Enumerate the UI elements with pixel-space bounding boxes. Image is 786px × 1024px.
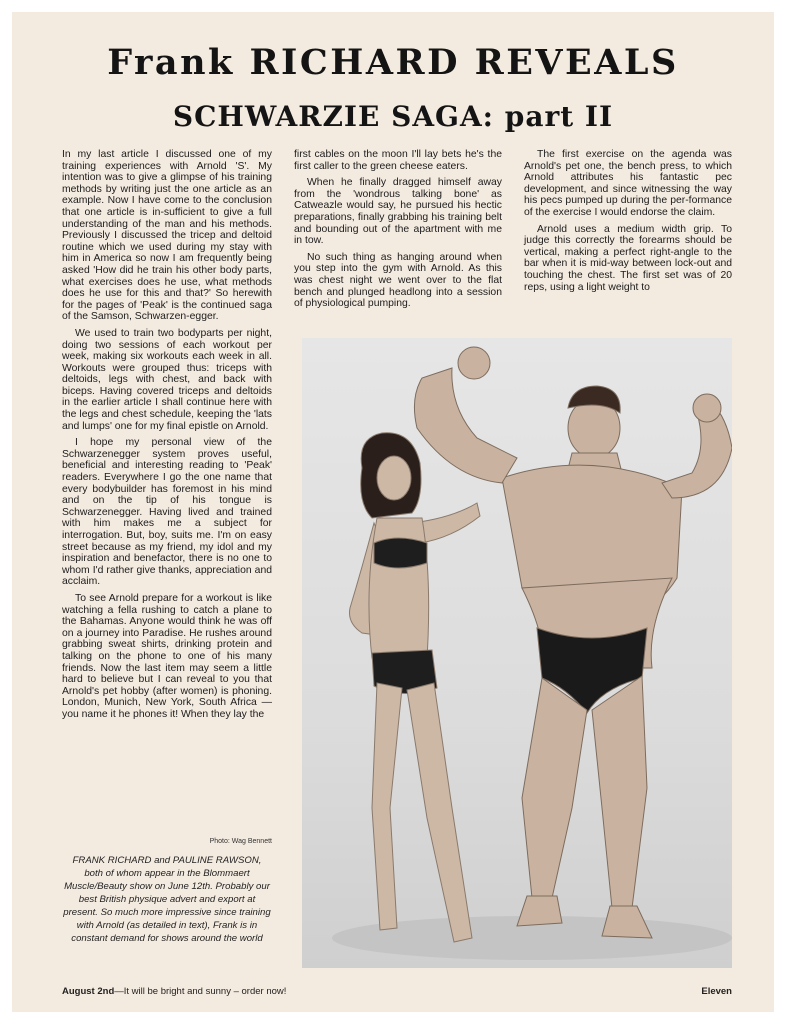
paragraph: We used to train two bodyparts per night, doing two sessions of each workout per week, making six workouts each week in all. Workouts were grouped thus: triceps with deltoids, legs with chest, and back with biceps. Having covered triceps and deltoids in the earlier article I shall continue here with the legs and chest schedule, keeping the 'lats and lumps' one for my final epistle on Arnold.	[62, 327, 272, 432]
paragraph: In my last article I discussed one of my training experiences with Arnold 'S'. My intention was to give a glimpse of his training methods by writing just the one article as an example. Now I have come to the conclusion that one article is in-sufficient to give a full understanding of the man and his methods. Previously I discussed the tricep and deltoid routine which we used during my stay with him in America so now I am frequently being asked 'How did he train his other body parts, what exercises does he use, what methods does he use for this and that?' So herewith for the pages of 'Peak' is the continued saga of the Samson, Schwarzen-egger.	[62, 149, 272, 323]
paragraph: No such thing as hanging around when you step into the gym with Arnold. As this was chest night we went over to the flat bench and plunged headlong into a session of physiological pumping.	[294, 251, 502, 310]
magazine-page	[12, 12, 774, 1012]
footer-promo	[62, 986, 286, 997]
photo-illustration	[302, 338, 732, 968]
paragraph: I hope my personal view of the Schwarzenegger system proves useful, beneficial and interesting reading to 'Peak' readers. Everywhere I go the one name that every bodybuilder has foremost in his mind and on the tip of his tongue is Schwarzenegger. Having lived and trained with him makes me a subject for interrogation. But, boy, suits me. I'm on easy street because as my friend, my idol and my inspiration and benefactor, there is no one to whom I'd rather give thanks, appreciation and acclaim.	[62, 437, 272, 588]
photo-caption: FRANK RICHARD and PAULINE RAWSON, both of whom appear in the Blommaert Muscle/Beauty show on June 12th. Probably our best British physique advert and export at present. So much more impressive since training with Arnold (as detailed in text), Frank is in constant demand for shows around the world	[63, 855, 271, 944]
photograph	[302, 338, 732, 968]
paragraph: The first exercise on the agenda was Arnold's pet one, the bench press, to which Arnold attributes his fantastic pec development, and since witnessing the way his pecs pumped up during the per-formance of the exercise I would endorse the claim.	[524, 149, 732, 218]
paragraph: first cables on the moon I'll lay bets he's the first caller to the green cheese eaters.	[294, 149, 502, 172]
man-figure	[414, 347, 732, 938]
footer-promo-text: —It will be bright and sunny – order now!	[114, 986, 287, 997]
paragraph: To see Arnold prepare for a workout is like watching a fella rushing to catch a plane to the Bahamas. Anyone would think he was off on a journey into Paradise. He rushes around grabbing sweat shirts, drinking protein and talking on the phone to one of his many friends. Now the last item may seem a little hard to believe but I can reveal to you that Arnold's pet hobby (after women) is phoning. London, Munich, New York, South Africa — you name it he phones it! When they lay the	[62, 592, 272, 720]
text-column-1	[62, 149, 272, 726]
page-number: Eleven	[701, 986, 732, 997]
woman-figure	[350, 433, 481, 942]
paragraph: Arnold uses a medium width grip. To judge this correctly the forearms should be vertical, making a perfect right-angle to the bar when it is mid-way between lock-out and touching the chest. The first set was of 20 reps, using a light weight to	[524, 223, 732, 293]
article-subtitle: SCHWARZIE SAGA: part II	[172, 100, 614, 133]
footer-date: August 2nd	[62, 986, 115, 997]
paragraph: When he finally dragged himself away from the 'wondrous talking bone' as Catweazle would say, he pursued his hectic preparations, finally grabbing his training belt and bounding out of the apartment with me in tow.	[294, 177, 502, 247]
article-title: Frank RICHARD REVEALS	[107, 42, 679, 83]
text-column-2	[294, 149, 502, 315]
photo-credit: Photo: Wag Bennett	[209, 838, 272, 845]
text-column-3	[524, 149, 732, 298]
